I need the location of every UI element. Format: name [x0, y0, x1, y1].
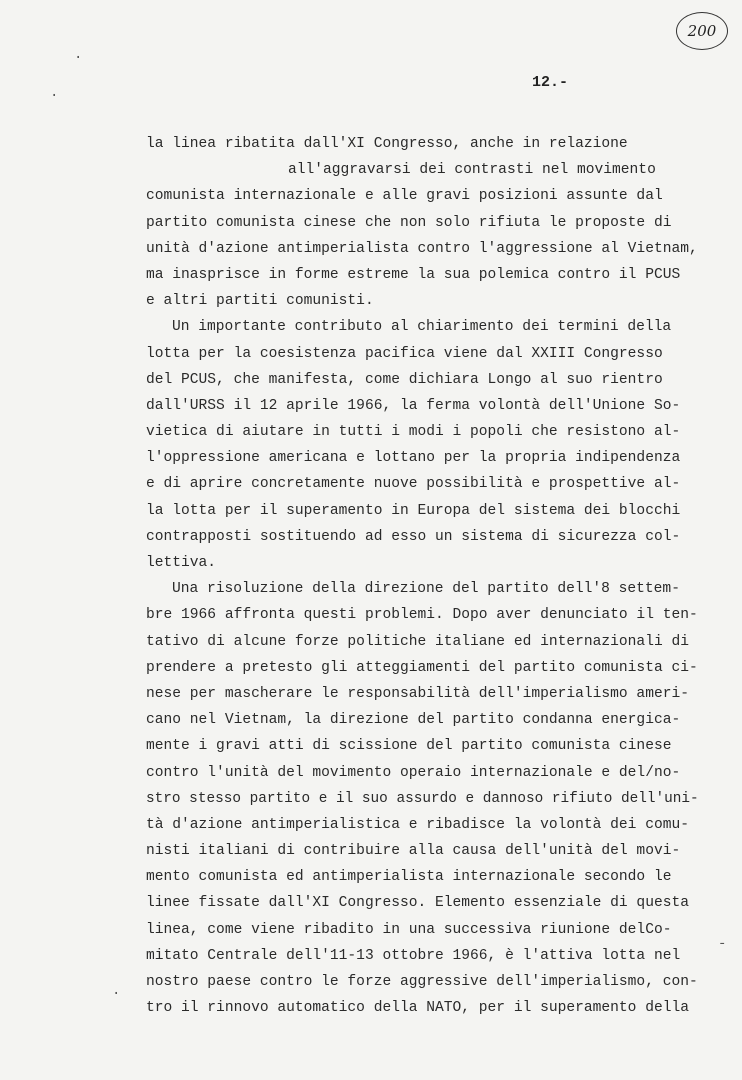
text-line: nostro paese contro le forze aggressive dell'imperialismo, con-	[146, 974, 698, 990]
text-line: tativo di alcune forze politiche italiane ed internazionali di	[146, 633, 689, 650]
text-line: mente i gravi atti di scissione del partito comunista cinese	[146, 738, 672, 755]
text-line: comunista internazionale e alle gravi posizioni assunte dal	[146, 188, 663, 205]
text-line: tà d'azione antimperialistica e ribadisce la volontà dei comu-	[146, 816, 689, 833]
text-line: e di aprire concretamente nuove possibilità e prospettive al-	[146, 476, 681, 493]
text-line: lotta per la coesistenza pacifica viene dal XXIII Congresso	[146, 345, 663, 362]
document-body	[146, 131, 706, 1021]
text-line: partito comunista cinese che non solo rifiuta le proposte di	[146, 214, 672, 231]
text-line: tro il rinnovo automatico della NATO, per il superamento della	[146, 1000, 689, 1017]
text-line: e altri partiti comunisti.	[146, 293, 374, 310]
margin-dot: ·	[112, 986, 121, 1002]
text-line: vietica di aiutare in tutti i modi i popoli che resistono al-	[146, 424, 681, 441]
text-line: la lotta per il superamento in Europa del sistema dei blocchi	[146, 502, 681, 519]
text-line: unità d'azione antimperialista contro l'aggressione al Vietnam,	[146, 240, 698, 257]
text-line: la linea ribatita dall'XI Congresso, anche in relazione	[146, 136, 628, 152]
text-line: prendere a pretesto gli atteggiamenti del partito comunista ci-	[146, 659, 698, 676]
text-line: nisti italiani di contribuire alla causa dell'unità del movi-	[146, 843, 681, 860]
text-line: bre 1966 affronta questi problemi. Dopo aver denunciato il ten-	[146, 607, 698, 624]
text-line: l'oppressione americana e lottano per la propria indipendenza	[146, 450, 681, 467]
paragraph-start: Un importante contributo al chiarimento dei termini della	[172, 319, 672, 336]
text-line: stro stesso partito e il suo assurdo e dannoso rifiuto dell'uni-	[146, 790, 699, 807]
text-line: contrapposti sostituendo ad esso un sistema di sicurezza col-	[146, 528, 681, 545]
margin-dot: ·	[74, 50, 83, 66]
text-line: all'aggravarsi dei contrasti nel movimento	[288, 162, 656, 179]
text-line: nese per mascherare le responsabilità dell'imperialismo ameri-	[146, 685, 689, 702]
text-line: ma inasprisce in forme estreme la sua polemica contro il PCUS	[146, 266, 681, 283]
text-line: linee fissate dall'XI Congresso. Elemento essenziale di questa	[146, 895, 689, 912]
text-line: dall'URSS il 12 aprile 1966, la ferma volontà dell'Unione So-	[146, 397, 681, 414]
text-line: contro l'unità del movimento operaio internazionale e del/no-	[146, 764, 681, 781]
text-line: linea, come viene ribadito in una successiva riunione delCo-	[146, 921, 672, 938]
text-line: cano nel Vietnam, la direzione del partito condanna energica-	[146, 712, 681, 729]
text-line: mitato Centrale dell'11-13 ottobre 1966, è l'attiva lotta nel	[146, 947, 681, 964]
archive-stamp-number: 200	[676, 12, 728, 50]
text-line: mento comunista ed antimperialista internazionale secondo le	[146, 869, 672, 886]
text-line: lettiva.	[146, 555, 217, 571]
margin-dash: -	[718, 936, 727, 952]
text-line: del PCUS, che manifesta, come dichiara Longo al suo rientro	[146, 371, 663, 388]
margin-dot: ·	[50, 88, 59, 104]
paragraph-start: Una risoluzione della direzione del partito dell'8 settem-	[172, 581, 680, 598]
page-number: 12.-	[532, 74, 569, 91]
